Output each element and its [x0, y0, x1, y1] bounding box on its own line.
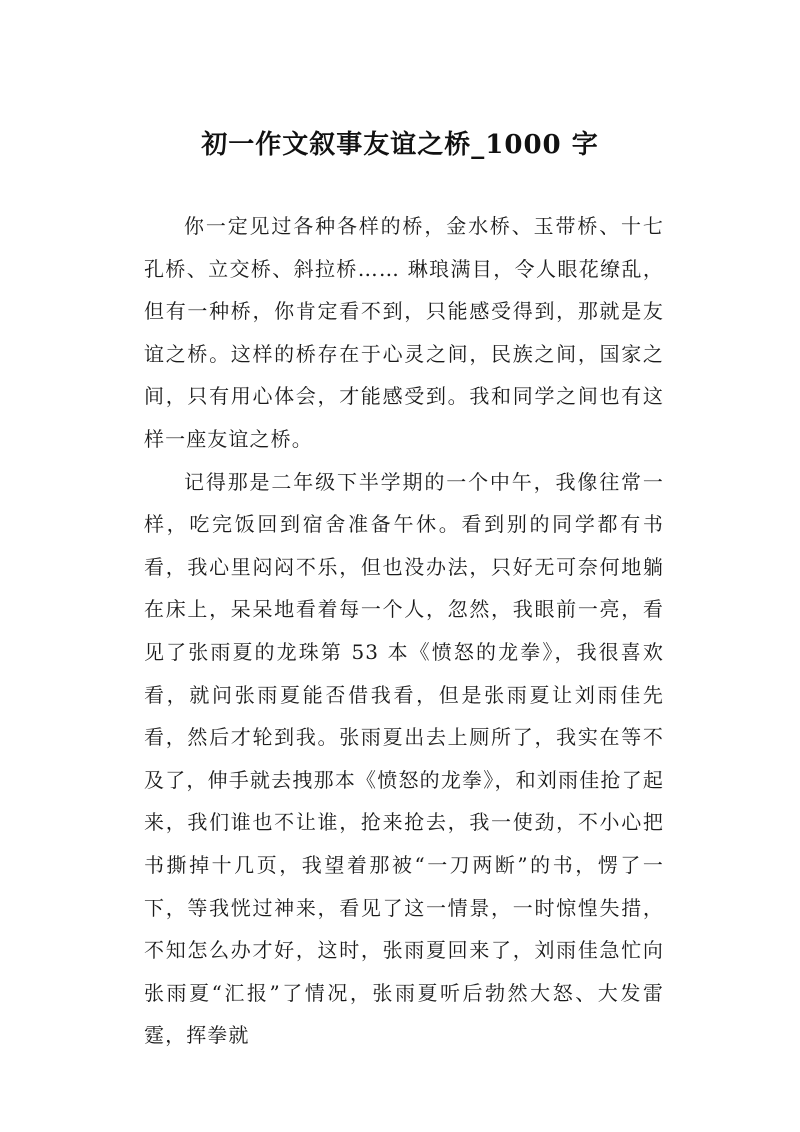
- paragraph-1: 你一定见过各种各样的桥，金水桥、玉带桥、十七孔桥、立交桥、斜拉桥…… 琳琅满目，令人眼花缭乱，但有一种桥，你肯定看不到，只能感受得到，那就是友谊之桥。这样的桥存在于心灵之间，民族之间，国家之间，只有用心体会，才能感受到。我和同学之间也有这样一座友谊之桥。: [144, 214, 664, 451]
- document-body: [144, 205, 664, 1057]
- paragraph-2: 记得那是二年级下半学期的一个中午，我像往常一样，吃完饭回到宿舍准备午休。看到别的同学都有书看，我心里闷闷不乐，但也没办法，只好无可奈何地躺在床上，呆呆地看着每一个人，忽然，我眼前一亮，看见了张雨夏的龙珠第 53 本《愤怒的龙拳》，我很喜欢看，就问张雨夏能否借我看，但是张雨夏让刘雨佳先看，然后才轮到我。张雨夏出去上厕所了，我实在等不及了，伸手就去拽那本《愤怒的龙拳》，和刘雨佳抢了起来，我们谁也不让谁，抢来抢去，我一使劲，不小心把书撕掉十几页，我望着那被“一刀两断”的书，愣了一下，等我恍过神来，看见了这一情景，一时惊惶失措，不知怎么办才好，这时，张雨夏回来了，刘雨佳急忙向张雨夏“汇报”了情况，张雨夏听后勃然大怒、大发雷霆，挥拳就: [144, 469, 664, 1048]
- document-title: 初一作文叙事友谊之桥_1000 字: [201, 130, 599, 161]
